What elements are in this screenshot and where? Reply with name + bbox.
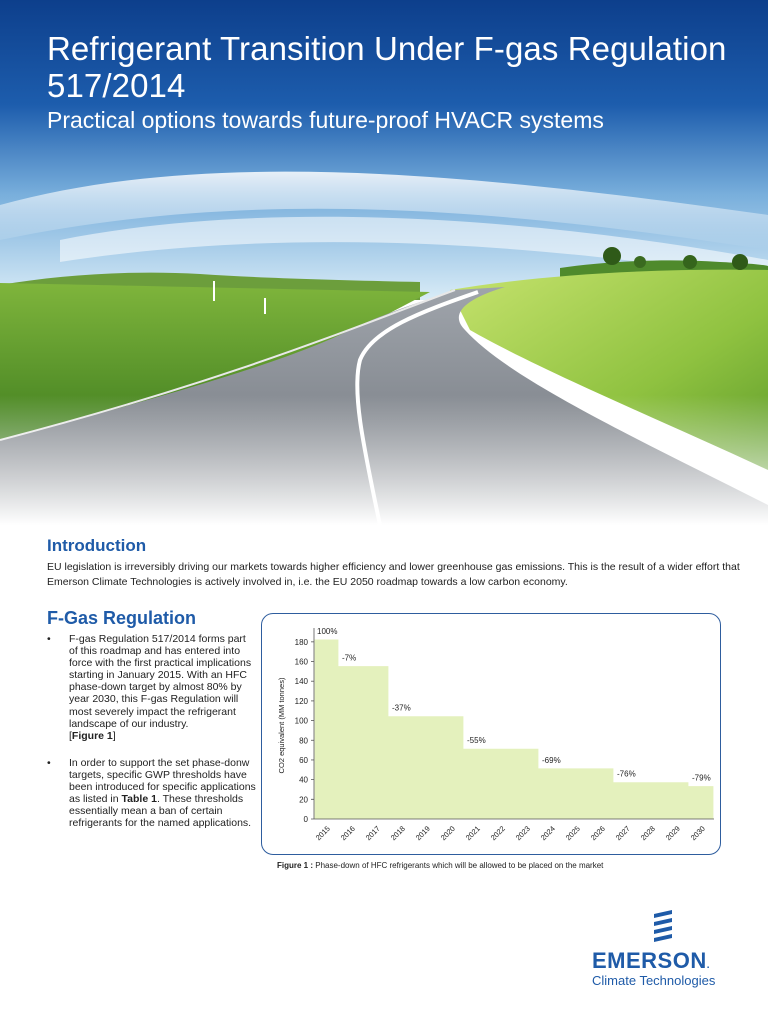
fgas-bullet-list [47,633,257,841]
y-tick-label: 80 [299,736,308,746]
chart-bar [664,782,689,819]
emerson-mark-icon [650,910,676,944]
x-tick-label: 2026 [588,824,607,843]
chart-bar [364,665,389,819]
y-tick-label: 120 [294,696,308,706]
caption-label: Figure 1 : [277,861,314,870]
x-tick-label: 2028 [638,824,657,843]
data-label: -37% [392,703,411,713]
bullet-text: In order to support the set phase-donw targets, specific GWP thresholds have been introduced for specific applications as listed in [69,756,256,806]
chart-bar [414,716,439,819]
data-label: -76% [617,769,636,779]
chart-bar [539,768,564,819]
data-label: -55% [467,736,486,746]
bullet-text-end: . These thresholds essentially mean a ban of certain refrigerants for the named applications. [69,793,252,830]
x-tick-label: 2027 [613,824,632,843]
logo-wordmark [592,948,710,974]
page-subtitle: Practical options towards future-proof HVACR systems [47,107,604,133]
chart-bar [589,768,614,819]
introduction-text: EU legislation is irreversibly driving our markets towards higher efficiency and lower greenhouse gas emissions. This is the result of a wider effort that Emerson Climate Technologies is actively involved in, i.e. the EU 2050 roadmap towards a low carbon economy. [47,561,740,588]
bullet-marker: • [47,633,51,645]
x-tick-label: 2024 [538,824,557,843]
fgas-heading: F-Gas Regulation [47,608,197,628]
x-tick-label: 2020 [438,824,457,843]
chart-bar [639,782,664,819]
emerson-logo [588,910,748,990]
chart-bar [314,639,339,819]
x-tick-label: 2016 [338,824,357,843]
y-tick-label: 100 [294,716,308,726]
chart-bar [464,748,489,819]
x-tick-label: 2030 [688,824,707,843]
x-tick-label: 2029 [663,824,682,843]
x-tick-label: 2021 [463,824,482,843]
y-tick-label: 60 [299,755,308,765]
chart-bar [564,768,589,819]
x-tick-label: 2017 [363,824,382,843]
x-tick-label: 2018 [388,824,407,843]
data-label: 100% [317,626,338,636]
data-label: -7% [342,653,357,663]
x-tick-label: 2022 [488,824,507,843]
caption-text: Phase-down of HFC refrigerants which will be allowed to be placed on the market [315,861,604,870]
y-tick-label: 40 [299,775,308,785]
chart-bar [689,786,714,819]
data-label: -69% [542,755,561,765]
logo-name-text: EMERSON [592,948,707,973]
bracket-open: [ [69,729,72,742]
chart-bar [489,748,514,819]
list-item [47,633,257,742]
page-title: Refrigerant Transition Under F-gas Regulation 517/2014 [47,30,727,104]
y-tick-label: 160 [294,657,308,667]
chart-bar [439,716,464,819]
data-label: -79% [692,773,711,783]
x-tick-label: 2023 [513,824,532,843]
y-axis-title: CO2 equivalent (MM tonnes) [277,677,286,774]
phase-down-chart [261,613,721,855]
bracket-close: ] [112,729,116,742]
chart-bar [514,748,539,819]
introduction-heading: Introduction [47,536,147,555]
x-tick-label: 2019 [413,824,432,843]
list-item [47,757,257,830]
y-tick-label: 180 [294,637,308,647]
logo-tagline: Climate Technologies [592,973,716,988]
table-reference: Table 1 [121,793,157,806]
x-tick-label: 2025 [563,824,582,843]
figure-caption [277,861,603,870]
y-tick-label: 140 [294,677,308,687]
x-tick-label: 2015 [313,824,332,843]
chart-bar [389,716,414,819]
logo-dot: . [706,960,711,971]
chart-bar [614,782,639,819]
chart-canvas [262,614,721,855]
bullet-text: F-gas Regulation 517/2014 forms part of this roadmap and has entered into force with the first practical implications starting in January 2015. With an HFC phase-down target by almost 80% by year 2030, this F-gas Regulation will most severely impact the refrigerant landscape of our industry. [69,633,252,730]
figure-reference: Figure 1 [71,729,113,742]
y-tick-label: 0 [303,815,308,824]
chart-bar [339,665,364,819]
bullet-marker: • [47,756,51,769]
y-tick-label: 20 [299,795,308,805]
